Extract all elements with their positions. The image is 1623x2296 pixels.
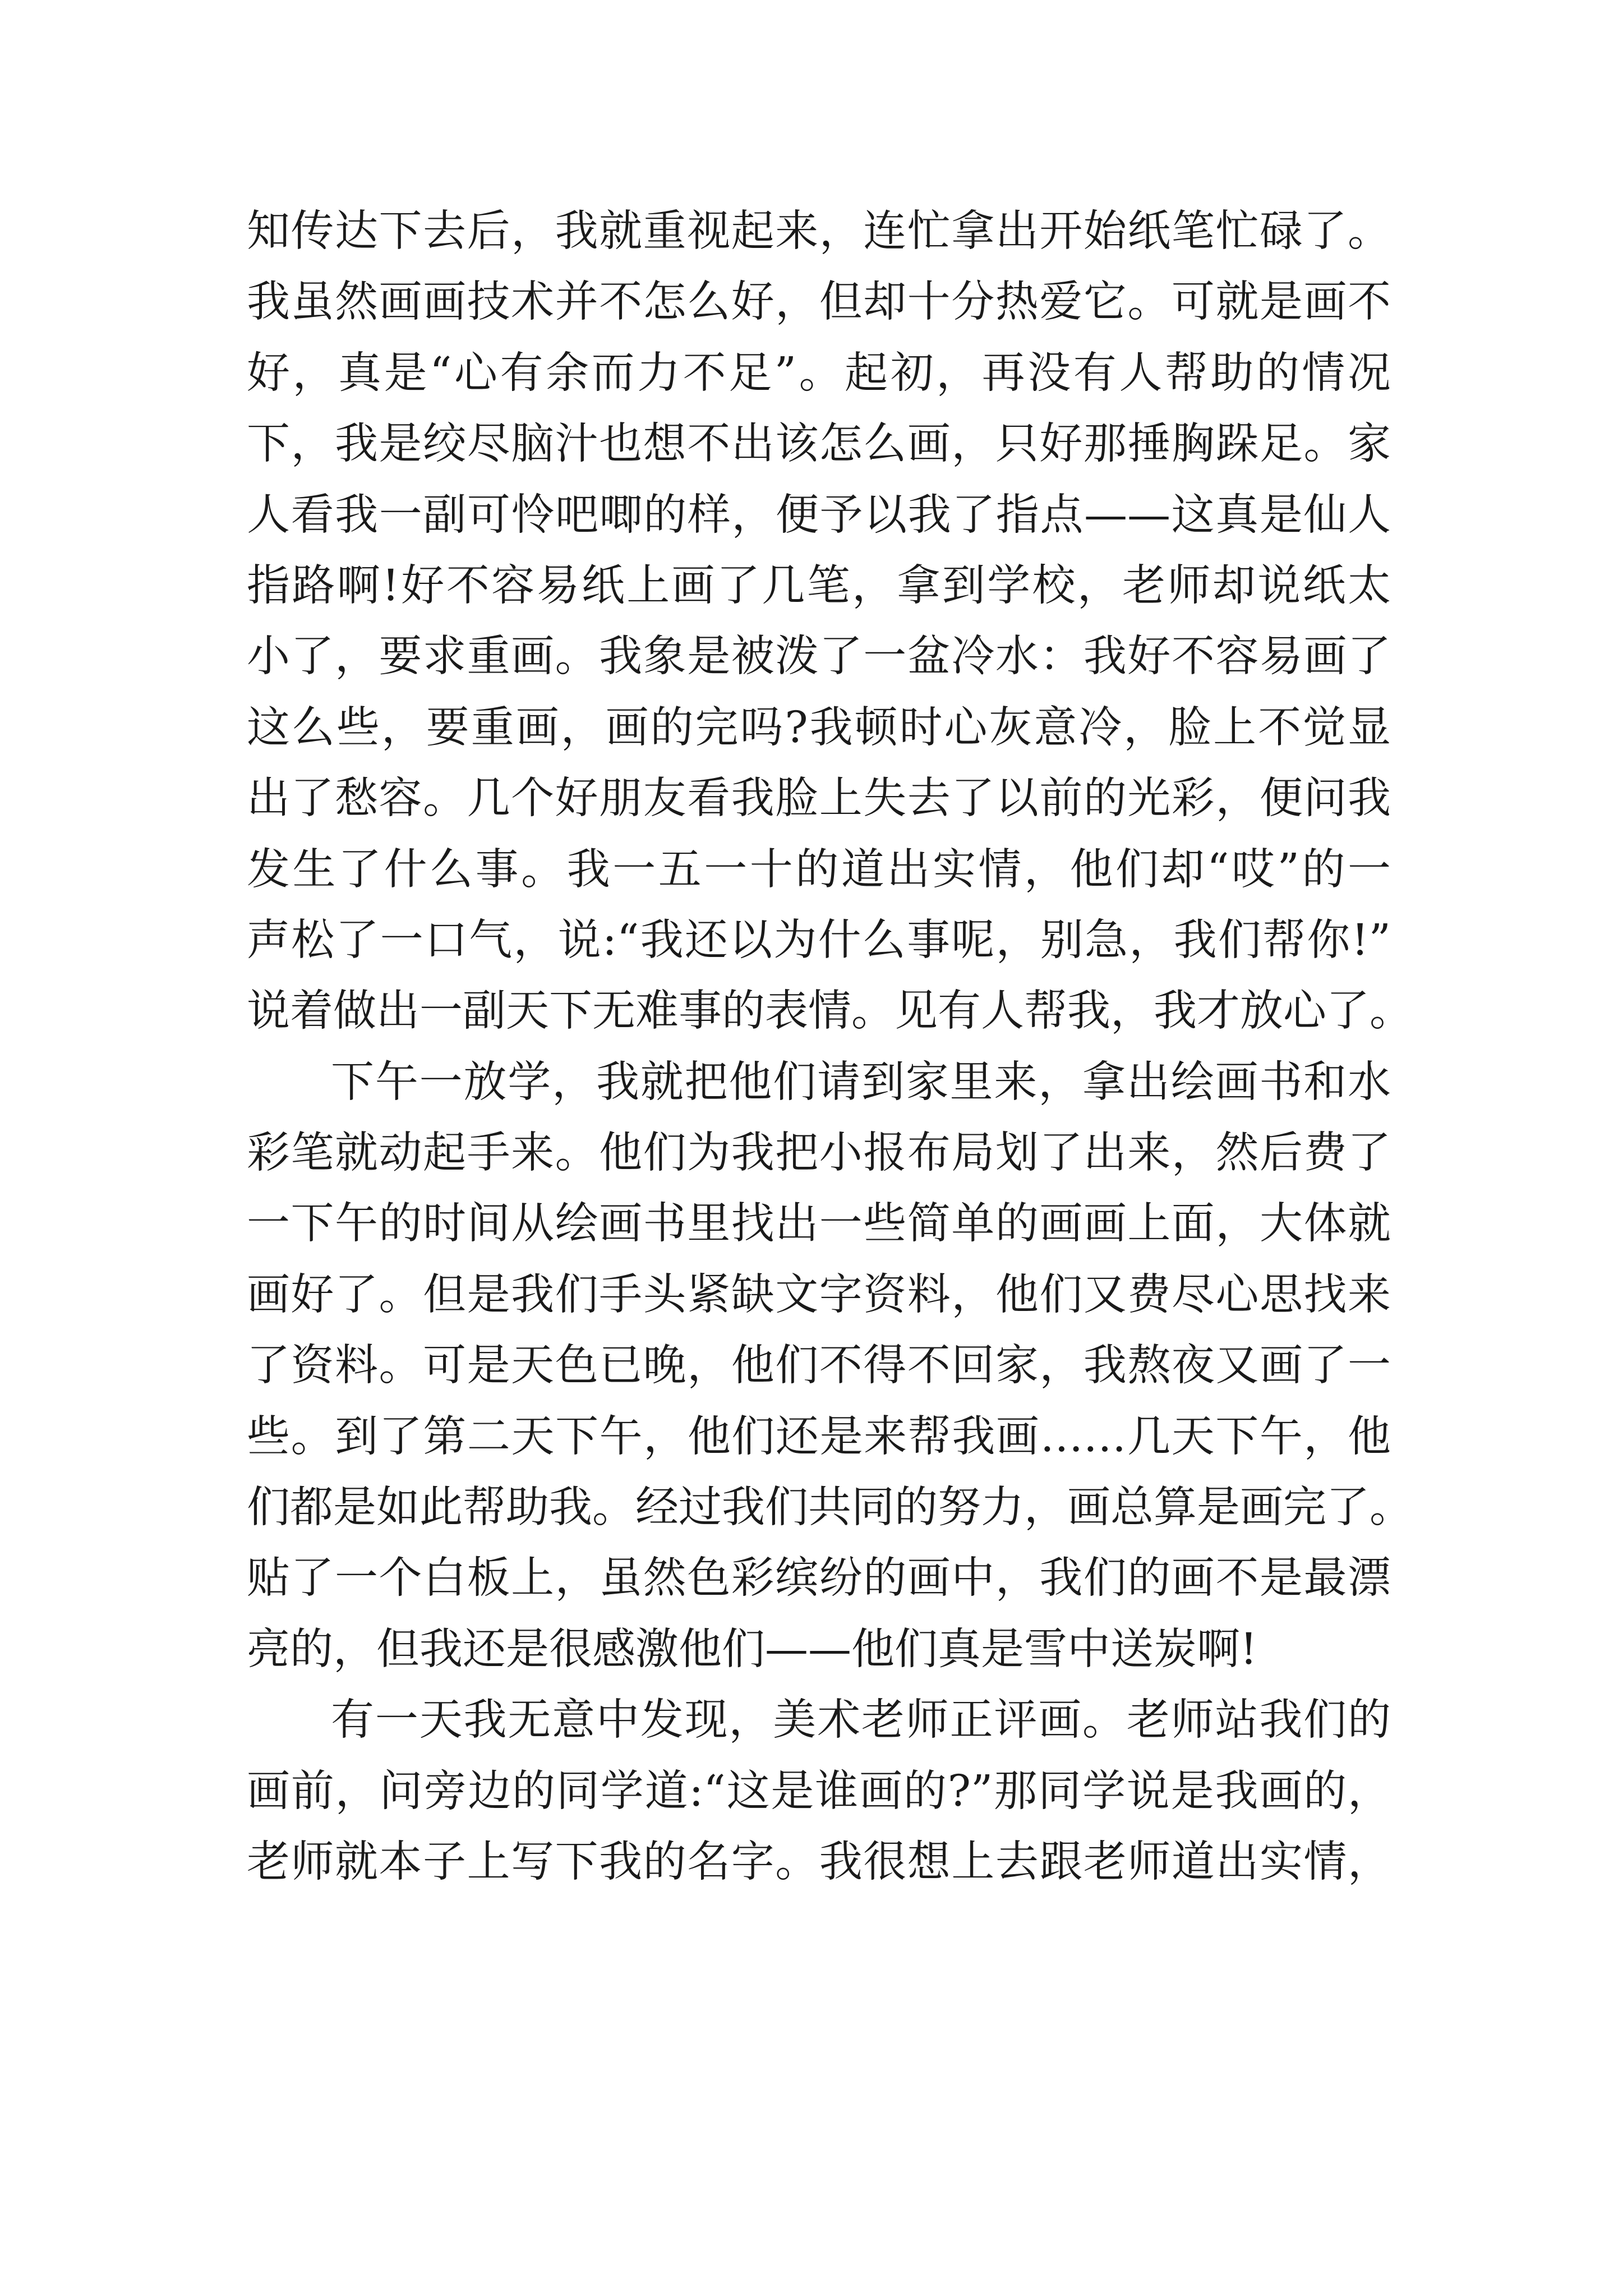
paragraph-1-line-2: 我虽然画画技术并不怎么好，但却十分热爱它。可就是画不 [247, 277, 1391, 328]
paragraph-1-line-9: 出了愁容。几个好朋友看我脸上失去了以前的光彩，便问我 [247, 774, 1391, 824]
paragraph-3-line-1: 有一天我无意中发现，美术老师正评画。老师站我们的 [331, 1695, 1391, 1746]
paragraph-1-line-4: 下，我是绞尽脑汁也想不出该怎么画，只好那捶胸跺足。家 [247, 419, 1391, 470]
paragraph-1-line-1: 知传达下去后，我就重视起来，连忙拿出开始纸笔忙碌了。 [247, 206, 1391, 256]
paragraph-1-line-7: 小了，要求重画。我象是被泼了一盆冷水：我好不容易画了 [247, 632, 1391, 682]
paragraph-2-line-2: 彩笔就动起手来。他们为我把小报布局划了出来，然后费了 [247, 1128, 1391, 1179]
paragraph-1-line-3: 好，真是“心有余而力不足”。起初，再没有人帮助的情况 [247, 348, 1391, 398]
paragraph-1-line-11: 声松了一口气，说:“我还以为什么事呢，别急，我们帮你!” [247, 915, 1391, 965]
paragraph-1-line-6: 指路啊!好不容易纸上画了几笔，拿到学校，老师却说纸太 [247, 560, 1391, 611]
paragraph-3-line-2: 画前，问旁边的同学道:“这是谁画的?”那同学说是我画的， [247, 1766, 1391, 1816]
paragraph-1-line-12: 说着做出一副天下无难事的表情。见有人帮我，我才放心了。 [247, 986, 1413, 1037]
paragraph-2-line-8: 贴了一个白板上，虽然色彩缤纷的画中，我们的画不是最漂 [247, 1553, 1391, 1604]
paragraph-2-line-1: 下午一放学，我就把他们请到家里来，拿出绘画书和水 [331, 1057, 1391, 1107]
paragraph-3-line-3: 老师就本子上写下我的名字。我很想上去跟老师道出实情， [247, 1837, 1391, 1887]
body-text [247, 196, 1413, 1898]
paragraph-2-line-7: 们都是如此帮助我。经过我们共同的努力，画总算是画完了。 [247, 1483, 1413, 1533]
paragraph-1-line-8: 这么些，要重画，画的完吗?我顿时心灰意冷，脸上不觉显 [247, 702, 1391, 753]
paragraph-2-line-6: 些。到了第二天下午，他们还是来帮我画……几天下午，他 [247, 1411, 1391, 1462]
paragraph-2-line-3: 一下午的时间从绘画书里找出一些简单的画画上面，大体就 [247, 1199, 1391, 1249]
paragraph-2-line-9: 亮的，但我还是很感激他们——他们真是雪中送炭啊! [247, 1624, 1257, 1674]
paragraph-2-line-5: 了资料。可是天色已晚，他们不得不回家，我熬夜又画了一 [247, 1341, 1391, 1391]
paragraph-2-line-4: 画好了。但是我们手头紧缺文字资料，他们又费尽心思找来 [247, 1269, 1391, 1320]
paragraph-1-line-5: 人看我一副可怜吧唧的样，便予以我了指点——这真是仙人 [247, 490, 1391, 540]
paragraph-1-line-10: 发生了什么事。我一五一十的道出实情，他们却“哎”的一 [247, 844, 1391, 895]
